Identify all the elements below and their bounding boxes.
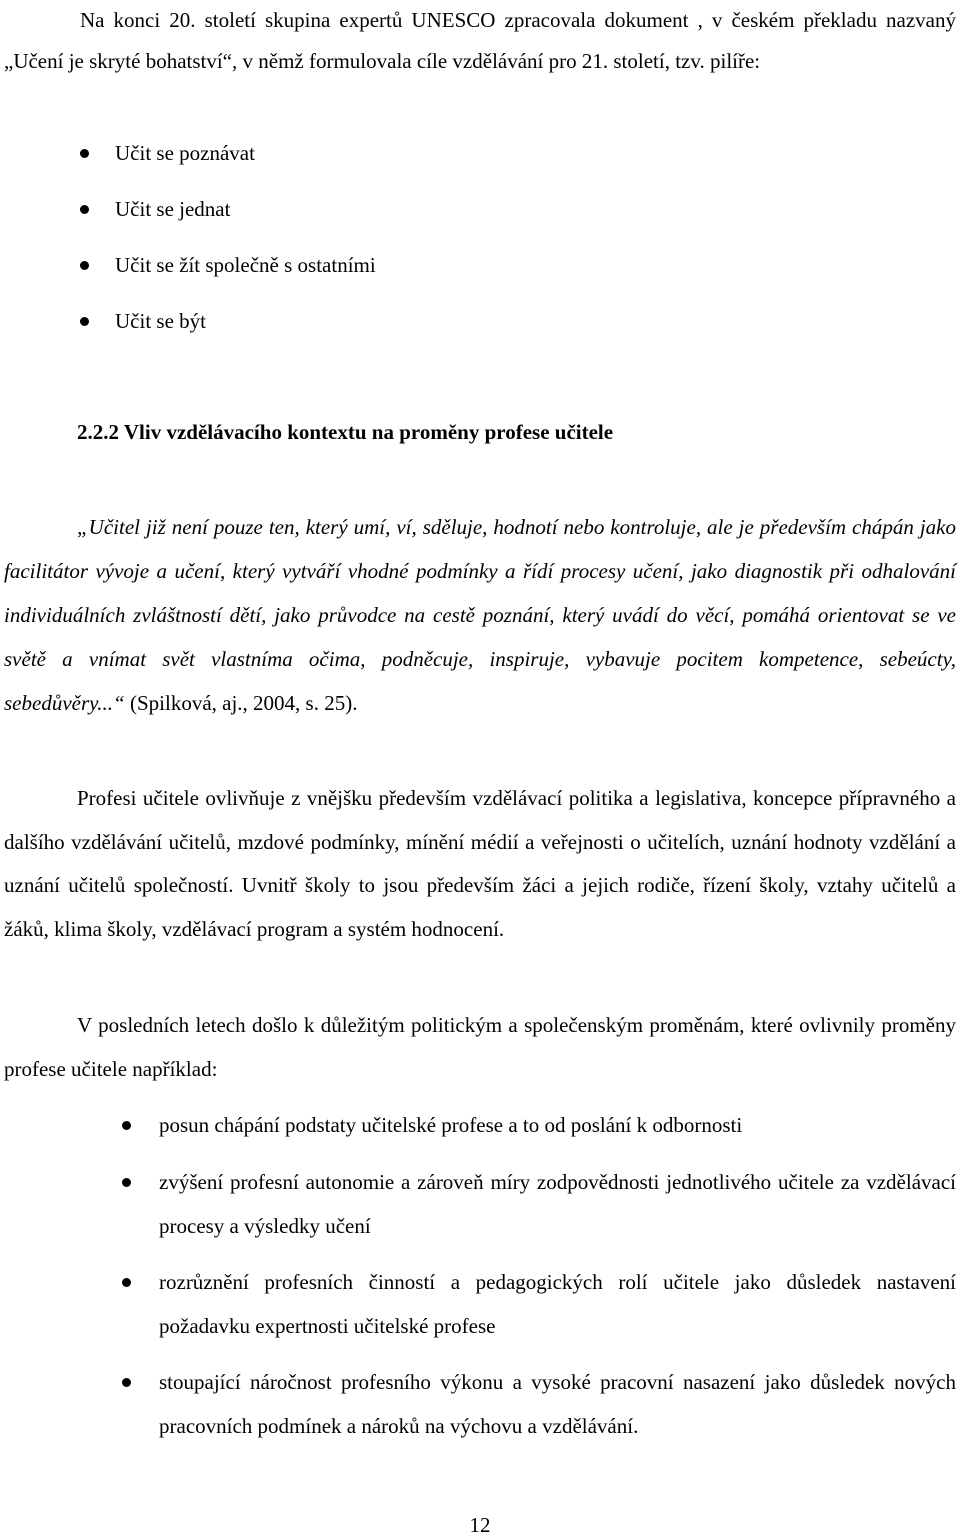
list-item	[0, 1260, 960, 1348]
bullet-icon	[122, 1278, 131, 1287]
pillar-text: Učit se poznávat	[115, 141, 255, 165]
changes-list	[0, 1103, 960, 1448]
change-text: rozrůznění profesních činností a pedagogických rolí učitele jako důsledek nastavení požadavku expertnosti učitelské profese	[159, 1270, 956, 1338]
list-item	[0, 242, 960, 298]
pillar-text: Učit se jednat	[115, 197, 231, 221]
body-paragraph	[4, 1004, 956, 1091]
section-heading: 2.2.2 Vliv vzdělávacího kontextu na proměny profese učitele	[77, 420, 614, 444]
quote-paragraph	[4, 505, 956, 725]
body-paragraph	[4, 777, 956, 951]
change-text: posun chápání podstaty učitelské profese a to od poslání k odbornosti	[159, 1113, 743, 1137]
quote-text: „Učitel již není pouze ten, který umí, ví, sděluje, hodnotí nebo kontroluje, ale je především chápán jako facilitátor vývoje a učení, který vytváří vhodné podmínky a řídí procesy učení, jako diagnostik při odhalování individuálních zvláštností dětí, jako průvodce na cestě poznání, který uvádí do věcí, pomáhá orientovat se ve světě a vnímat svět vlastníma očima, podněcuje, inspiruje, vybavuje pocitem kompetence, sebeúcty, sebedůvěry...“	[4, 515, 956, 715]
change-text: zvýšení profesní autonomie a zároveň míry zodpovědnosti jednotlivého učitele za vzdělávací procesy a výsledky učení	[159, 1170, 956, 1238]
list-item	[0, 298, 960, 354]
pillar-text: Učit se žít společně s ostatními	[115, 253, 376, 277]
list-item	[0, 130, 960, 186]
list-item	[0, 1360, 960, 1448]
bullet-icon	[122, 1178, 131, 1187]
pillar-text: Učit se být	[115, 309, 206, 333]
bullet-icon	[122, 1121, 131, 1130]
intro-paragraph	[4, 0, 956, 82]
bullet-icon	[80, 317, 89, 326]
intro-text: Na konci 20. století skupina expertů UNESCO zpracovala dokument , v českém překladu nazvaný „Učení je skryté bohatství“, v němž formulovala cíle vzdělávání pro 21. století, tzv. pilíře:	[4, 8, 956, 73]
list-item	[0, 1103, 960, 1147]
paragraph-text: Profesi učitele ovlivňuje z vnějšku především vzdělávací politika a legislativa, koncepce přípravného a dalšího vzdělávání učitelů, mzdové podmínky, mínění médií a veřejnosti o učitelích, uznání hodnoty vzdělání a uznání učitelů společností. Uvnitř školy to jsou především žáci a jejich rodiče, řízení školy, vztahy učitelů a žáků, klima školy, vzdělávací program a systém hodnocení.	[4, 786, 956, 941]
bullet-icon	[80, 261, 89, 270]
bullet-icon	[80, 149, 89, 158]
page-number: 12	[469, 1513, 491, 1537]
list-item	[0, 186, 960, 242]
paragraph-text: V posledních letech došlo k důležitým politickým a společenským proměnám, které ovlivnily proměny profese učitele například:	[4, 1013, 956, 1081]
bullet-icon	[122, 1378, 131, 1387]
pillars-list	[0, 130, 960, 354]
quote-citation: (Spilková, aj., 2004, s. 25).	[129, 691, 358, 715]
bullet-icon	[80, 205, 89, 214]
change-text: stoupající náročnost profesního výkonu a vysoké pracovní nasazení jako důsledek nových pracovních podmínek a nároků na výchovu a vzdělávání.	[159, 1370, 956, 1438]
list-item	[0, 1160, 960, 1248]
